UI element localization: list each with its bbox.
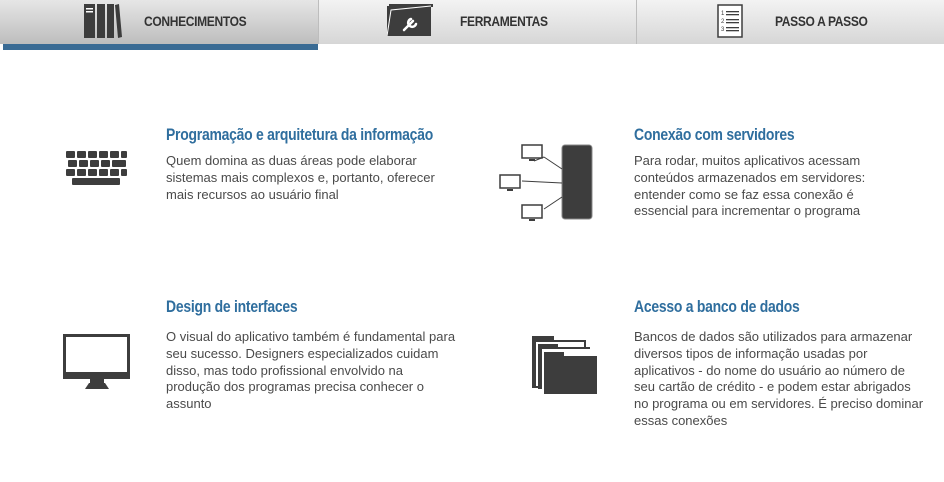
tab-conhecimentos[interactable] [0,0,319,44]
folders-icon [532,336,598,401]
topic-description: O visual do aplicativo também é fundamental para seu sucesso. Designers especializados cuidam disso, mas todo profissional envolvido na produção dos programas precisa conhecer o assunto [166,329,456,412]
tab-passo-a-passo[interactable] [637,0,944,44]
keyboard-icon [66,151,128,200]
tab-label: PASSO A PASSO [775,13,868,29]
tab-ferramentas[interactable] [319,0,637,44]
active-tab-indicator [3,44,318,50]
tab-label: FERRAMENTAS [460,13,548,29]
books-icon [84,4,122,43]
tab-label: CONHECIMENTOS [144,13,247,29]
topic-description: Bancos de dados são utilizados para armazenar diversos tipos de informação usadas por aplicativos - do nome do usuário ao número de seu cartão de crédito - e podem estar abrigados no programa ou em servidores. É preciso dominar essas conexões [634,329,924,428]
topic-title: Conexão com servidores [634,125,795,144]
svg-text:3: 3 [721,27,725,33]
topic-description: Para rodar, muitos aplicativos acessam conteúdos armazenados em servidores: entender como se faz essa conexão é essencial para incrementar o programa [634,153,866,219]
topic-title: Acesso a banco de dados [634,297,800,316]
topic-title: Design de interfaces [166,297,298,316]
monitor-icon [63,334,131,395]
svg-text:1: 1 [721,11,725,17]
numbered-list-icon [717,4,743,43]
wrench-window-icon [387,4,433,43]
topic-description: Quem domina as duas áreas pode elaborar sistemas mais complexos e, portanto, oferecer mais recursos ao usuário final [166,153,435,202]
svg-text:2: 2 [721,19,725,25]
tab-bar [0,0,944,44]
topic-title: Programação e arquitetura da informação [166,125,433,144]
server-network-icon [498,143,596,228]
